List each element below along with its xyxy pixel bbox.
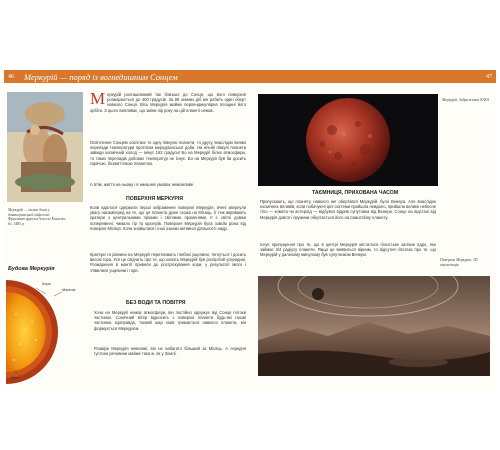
right-page-number: 47 — [486, 73, 492, 80]
label-crust: Кора — [42, 282, 51, 286]
right-page — [250, 70, 496, 390]
section-surface-text: Коли вдалося одержати перші зображення поверхні Меркурія, вчені звернули увагу насамперед на те, що ця планета дуже схожа на Місяць. Її теж вкривають кратери з центральними гірками і світлими променями, її є світлі довжи поперемінні, чимало гір та кратерів. Поверхня Меркурія була зовсім різна від поверхні Місяця. Хоча знайшлися і інші ознаки активної діяльності надр. — [90, 205, 246, 231]
left-header-bar — [4, 70, 250, 83]
section-mystery-text: Припускають, що планету, навколо неї обертався Меркурій, було Венера. Але внаслідок космічних впливів, коли побачуючі цієї системи пройшла невдало, прийшли велике небесне тіло — комета чи астероїд — відбувся відрив супутника від Венери. Сонце на відстані від Меркурія довгої і пружини обертається його на самостійну планету. — [260, 199, 436, 220]
intro-text — [90, 89, 246, 113]
mercury-structure-diagram — [6, 274, 88, 388]
mercury-myth-illustration — [7, 92, 83, 202]
intro-paragraph-2: Освітлення Сонцем освітлює то одну півкулю планети, то другу, внаслідок великі перепади температури протягом меркуріанської доби. На нічній півкулі планети завжди космічний холод — мінус 162 градуси! Бо на Меркурії білих атмосфери, то таких перепадів добових температур не існує. Бо на Меркурії був би досить гарячою, безжиттєвою планетою. — [90, 140, 246, 166]
right-header-bar — [250, 70, 496, 83]
myth-caption: Меркурій — вісник богів у давньоримській міфології. Фрагмент фрески Алессіо Каністо, бл. 1485 р. — [8, 208, 67, 226]
surface-photo-caption: Поверхня Меркурія. 3D візуалізація — [440, 258, 478, 267]
section-noair-text: Хоча на Меркурії немає атмосфери, він постійно одержує від Сонця потоки частинок. Сонячний вітер відносить з поверхні планети будь-які газові частинки. Щоправда, тонкий шар газів тримається навколо планети, він формується Меркурієм. — [94, 310, 246, 331]
label-core: Ядро — [10, 376, 19, 380]
dropcap: М — [90, 89, 106, 108]
structure-title: Будова Меркурія — [8, 266, 55, 272]
section-mystery-text-2: Існує припущення про те, що в центрі Меркурія містилося гігантське залізне ядро, яке займає 3/4 радіусу планети. Якщо це виявиться вірним, то відсутня гіпотеза про те, що Меркурій у далекому минулому був супутником Венери. — [260, 242, 436, 258]
label-mantle: Мантія — [62, 288, 76, 292]
mercury-surface-render — [258, 276, 490, 376]
intro-paragraph-3: А втім, життя на ньому і в нинішніх умовах неможливе. — [90, 182, 195, 187]
section-surface-title: ПОВЕРХНЯ МЕРКУРІЯ — [126, 196, 184, 202]
intro-paragraph: еркурій розташований так близько до Сонця, що його поверхня розжарюється до 400 градусів. За 88 земних діб він робить один оберт навколо Сонця. Вісь Меркурія майже перпендикулярна площині його орбіти. З цього випливає, що зміни пір року на цій планеті немає. — [90, 92, 246, 113]
left-page-number: 46 — [8, 73, 14, 80]
mercury-planet-photo — [258, 94, 438, 186]
section-noair-text-2: Розміри Меркурія невеликі, він не набагато більший за Місяць. А середня густина речовини майже така ж, як у Землі. — [94, 346, 246, 357]
section-noair-title: БЕЗ ВОДИ ТА ПОВІТРЯ — [126, 300, 186, 306]
section-surface-text-2: Кратери та рівнини на Меркурії перетинають глибокі ущелини, тягнуться і досить високі гори. Усе це свідчить про те, що колись Меркурій був розігрітий усередині. Розжарення в мантії привели до розтріскування кори, у результаті якого і з'явилися ущелини і гори. — [90, 252, 246, 273]
section-mystery-title: ТАЄМНИЦЯ, ПРИХОВАНА ЧАСОМ — [312, 190, 399, 196]
left-page-title: Меркурій — поряд із вогнедишним Сонцем — [24, 71, 178, 82]
planet-photo-caption: Меркурій. Зображення NASA — [442, 98, 490, 102]
left-page — [4, 70, 250, 390]
